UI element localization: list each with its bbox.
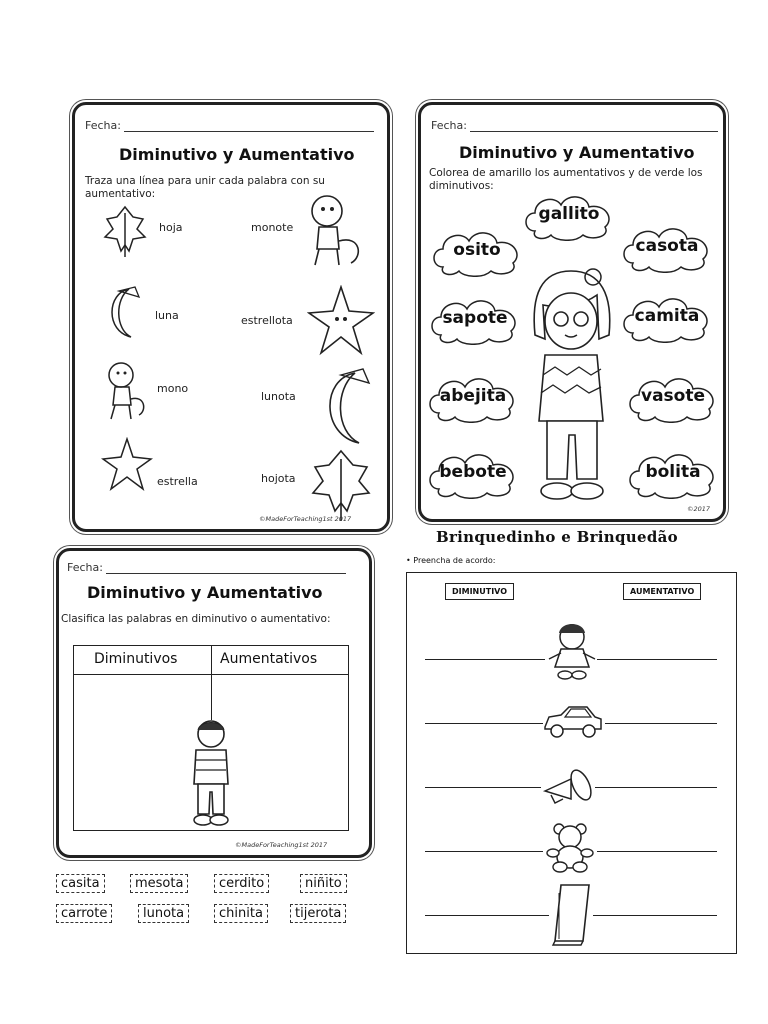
word-cloud	[429, 227, 525, 277]
book-icon	[549, 883, 593, 947]
fecha-label: Fecha:	[431, 119, 467, 132]
word-card[interactable]: lunota	[138, 904, 189, 923]
center-divider-line	[211, 674, 212, 720]
word-cloud	[619, 223, 715, 273]
word-luna: luna	[155, 309, 179, 322]
worksheet-instructions: Colorea de amarillo los aumentativos y de verde los diminutivos:	[429, 167, 703, 192]
answer-line-right[interactable]	[593, 915, 717, 916]
preencha-instruction	[406, 556, 495, 565]
worksheet-match	[72, 102, 390, 532]
word-hojota: hojota	[261, 472, 296, 485]
worksheet-fill	[406, 572, 737, 954]
worksheet-instructions: Traza una línea para unir cada palabra con su aumentativo:	[85, 175, 325, 200]
teddy-bear-icon	[545, 821, 595, 873]
fecha-label: Fecha:	[85, 119, 121, 132]
star-icon	[101, 437, 153, 493]
cloud-word: gallito	[538, 204, 600, 224]
answer-line-left[interactable]	[425, 723, 543, 724]
word-cloud	[619, 293, 715, 343]
word-card[interactable]: chinita	[214, 904, 268, 923]
word-cloud	[521, 191, 617, 241]
worksheet-title: Diminutivo y Aumentativo	[119, 145, 355, 164]
boy-illustration	[186, 718, 236, 828]
moon-big-icon	[315, 367, 373, 447]
worksheet-instructions: Clasifica las palabras en diminutivo o aumentativo:	[61, 613, 331, 625]
fecha-field	[85, 119, 374, 132]
girl-illustration	[521, 265, 621, 509]
cloud-word: bebote	[439, 462, 507, 482]
label-aumentativo: AUMENTATIVO	[623, 583, 701, 600]
answer-line-left[interactable]	[425, 851, 543, 852]
answer-line-right[interactable]	[597, 659, 717, 660]
brinquedinho-title: Brinquedinho e Brinquedão	[436, 528, 678, 546]
word-cloud	[425, 449, 521, 499]
column-header-aumentativos: Aumentativos	[220, 651, 318, 667]
word-cloud	[625, 449, 721, 499]
fecha-field	[431, 119, 718, 132]
label-diminutivo: DIMINUTIVO	[445, 583, 514, 600]
table-header-split	[211, 646, 212, 674]
word-cloud	[425, 373, 521, 423]
word-cloud	[625, 373, 721, 423]
car-icon	[541, 703, 605, 739]
credit-text: ©MadeForTeaching1st 2017	[259, 515, 352, 523]
worksheet-title: Diminutivo y Aumentativo	[87, 583, 323, 602]
cloud-word: vasote	[640, 386, 705, 406]
column-header-diminutivos: Diminutivos	[94, 651, 178, 667]
doll-icon	[545, 621, 599, 681]
star-big-icon	[307, 285, 375, 357]
fecha-field	[67, 561, 346, 574]
fecha-label: Fecha:	[67, 561, 103, 574]
word-cloud	[427, 295, 523, 345]
answer-line-left[interactable]	[425, 787, 541, 788]
worksheet-title: Diminutivo y Aumentativo	[459, 143, 695, 162]
worksheet-classify	[56, 548, 372, 858]
word-estrella: estrella	[157, 475, 198, 488]
cloud-word: bolita	[645, 462, 701, 482]
classify-table	[73, 645, 349, 831]
credit-text: ©2017	[687, 505, 711, 513]
word-card[interactable]: casita	[56, 874, 105, 893]
cloud-word: casota	[635, 236, 699, 256]
monkey-big-icon	[301, 193, 367, 269]
word-hoja: hoja	[159, 221, 183, 234]
answer-line-right[interactable]	[597, 851, 717, 852]
word-lunota: lunota	[261, 390, 296, 403]
word-estrellota: estrellota	[241, 314, 293, 327]
worksheet-color	[418, 102, 726, 522]
word-mono: mono	[157, 382, 189, 395]
cloud-word: sapote	[442, 308, 508, 328]
trumpet-icon	[541, 765, 595, 807]
answer-line-left[interactable]	[425, 915, 549, 916]
monkey-icon	[101, 359, 151, 423]
word-card[interactable]: tijerota	[290, 904, 346, 923]
credit-text: ©MadeForTeaching1st 2017	[235, 841, 328, 849]
answer-line-right[interactable]	[605, 723, 717, 724]
cloud-word: osito	[453, 240, 501, 260]
leaf-big-icon	[311, 449, 371, 523]
cloud-word: abejita	[439, 386, 507, 406]
instruction-text: Preencha de acordo:	[413, 556, 496, 565]
word-card[interactable]: niñito	[300, 874, 347, 893]
word-monote: monote	[251, 221, 294, 234]
answer-line-left[interactable]	[425, 659, 545, 660]
leaf-icon	[103, 205, 147, 259]
word-card[interactable]: carrote	[56, 904, 112, 923]
word-card[interactable]: mesota	[130, 874, 188, 893]
word-card[interactable]: cerdito	[214, 874, 269, 893]
moon-icon	[101, 285, 145, 341]
cloud-word: camita	[634, 306, 700, 326]
bullet: •	[406, 556, 414, 565]
answer-line-right[interactable]	[595, 787, 717, 788]
